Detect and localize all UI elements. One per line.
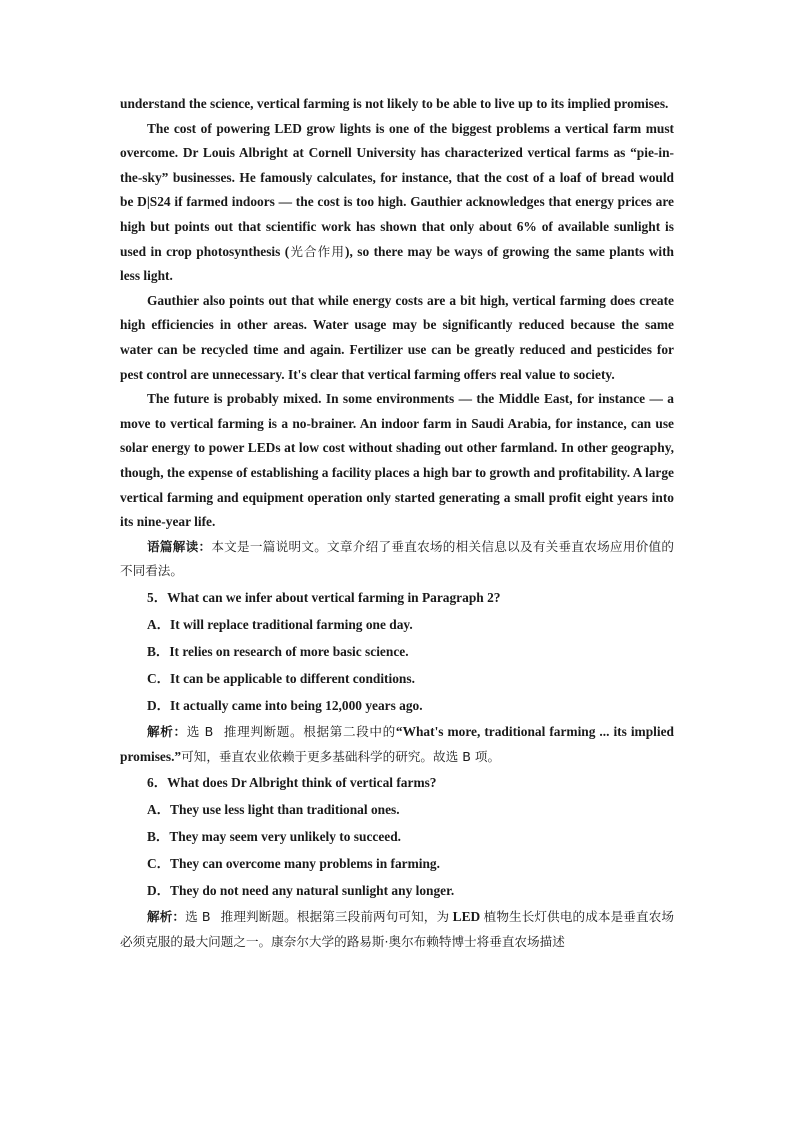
paragraph-2-chinese-gloss: 光合作用 [289, 243, 346, 259]
q6-explanation-quote: LED [449, 908, 484, 924]
question-6-option-a: A．They use less light than traditional ones. [147, 801, 400, 817]
question-5-explanation [120, 719, 674, 769]
question-5-option-d: D．It actually came into being 12,000 years ago. [147, 697, 423, 713]
question-5-option-c: C．It can be applicable to different conditions. [147, 670, 415, 686]
discourse-analysis-text: 本文是一篇说明文。文章介绍了垂直农场的相关信息以及有关垂直农场应用价值的不同看法。 [120, 538, 675, 579]
question-5-option-a: A．It will replace traditional farming one day. [147, 616, 413, 632]
q6-explanation-rest: 植物生长灯供电的成本是垂直农场必须克服的最大问题之一。康奈尔大学的路易斯·奥尔布赖特博士将垂直农场描述 [120, 908, 674, 949]
question-6-explanation [120, 904, 674, 954]
q5-explanation-quote: “What's more, traditional farming ... its implied promises.” [120, 723, 674, 764]
document-page [120, 92, 674, 954]
passage-paragraph-1-end: understand the science, vertical farming is not likely to be able to live up to its implied promises. [120, 96, 669, 111]
passage-paragraph-3: Gauthier also points out that while energy costs are a bit high, vertical farming does create high efficiencies in other areas. Water usage may be significantly reduced because the same water can be recycled time and again. Fertilizer use can be greatly reduced and pesticides for pest control are unnecessary. It's clear that vertical farming offers real value to society. [120, 292, 674, 382]
q5-explanation-label: 解析： [147, 723, 187, 739]
q5-explanation-type: 推理判断题。根据第二段中的 [223, 723, 396, 739]
question-6-option-b: B．They may seem very unlikely to succeed. [147, 828, 402, 844]
paragraph-2-text-end: ), so there may be ways of growing the same plants with less light. [120, 243, 675, 284]
question-6-option-c: C．They can overcome many problems in farming. [147, 855, 440, 871]
discourse-analysis [120, 535, 674, 584]
question-5-stem: 5．What can we infer about vertical farming in Paragraph 2? [147, 589, 501, 605]
question-5-option-b: B．It relies on research of more basic science. [147, 643, 409, 659]
passage-paragraph-2 [120, 117, 674, 289]
q5-answer-choice: 选 B [186, 723, 214, 739]
q5-explanation-rest: 可知，垂直农业依赖于更多基础科学的研究。故选 B 项。 [181, 748, 501, 764]
question-6-option-d: D．They do not need any natural sunlight any longer. [147, 882, 455, 898]
question-6-stem: 6．What does Dr Albright think of vertical farms? [147, 774, 437, 790]
passage-paragraph-4: The future is probably mixed. In some environments — the Middle East, for instance — a move to vertical farming is a no-brainer. An indoor farm in Saudi Arabia, for instance, can use solar energy to power LEDs at low cost without shading out other farmland. In other geography, though, the expense of establishing a facility places a high bar to growth and profitability. A large vertical farming and equipment operation only started generating a small profit eight years into its nine-year life. [120, 391, 674, 530]
paragraph-2-text: The cost of powering LED grow lights is one of the biggest problems a vertical farm must overcome. Dr Louis Albright at Cornell University has characterized vertical farms as “pie-in-the-sky” businesses. He famously calculates, for instance, that the cost of a loaf of bread would be D|S24 if farmed indoors — the cost is too high. Gauthier acknowledges that energy prices are high but points out that scientific work has shown that only about 6% of available sunlight is used in crop photosynthesis ( [120, 120, 674, 259]
q6-explanation-label: 解析： [147, 908, 186, 924]
q6-explanation-type: 推理判断题。根据第三段前两句可知，为 [220, 908, 450, 924]
q6-answer-choice: 选 B [185, 908, 211, 924]
discourse-analysis-label: 语篇解读： [147, 538, 212, 554]
